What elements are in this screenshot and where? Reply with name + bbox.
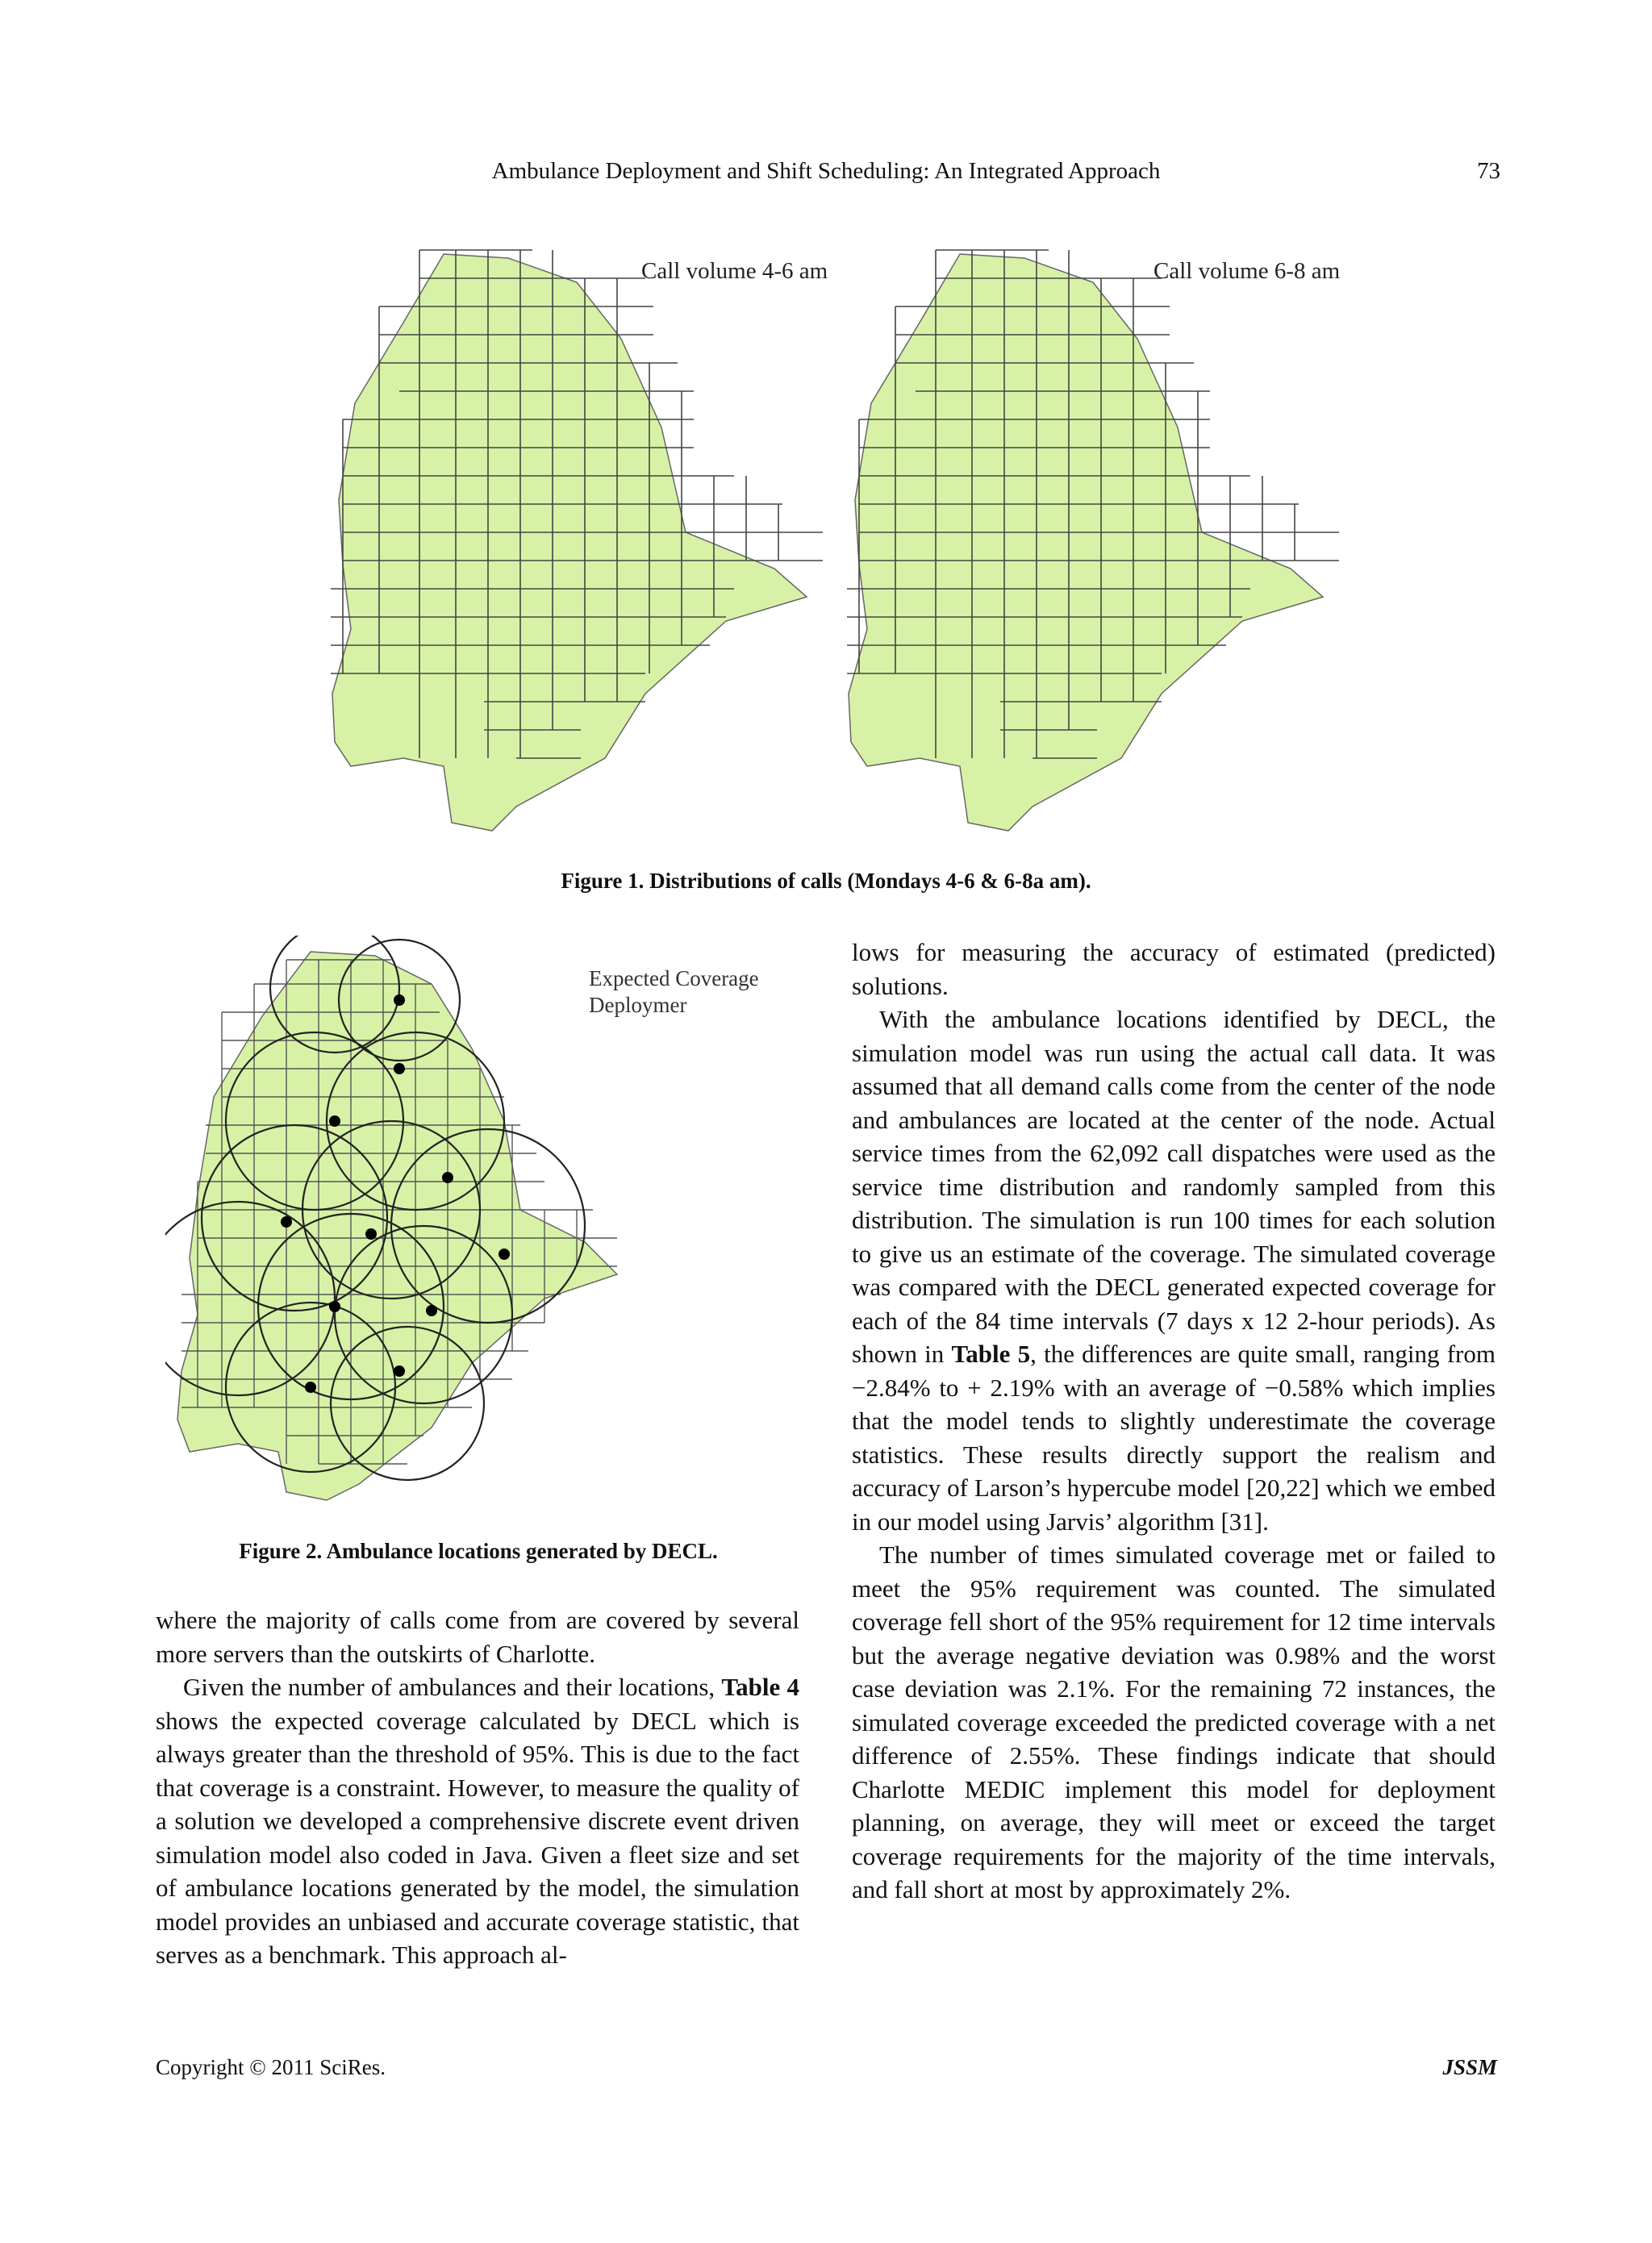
ambulance-marker [394,1063,405,1074]
figure-2-caption: Figure 2. Ambulance locations generated by DECL. [239,1539,718,1563]
ambulance-marker [329,1115,340,1127]
left-column [156,1603,799,1972]
copyright-footer: Copyright © 2011 SciRes. [156,2055,386,2079]
figure-1-panel-right [847,250,1341,831]
page-number: 73 [1477,158,1500,184]
right-column [852,936,1496,1907]
ambulance-marker [426,1305,437,1316]
figure-2-legend-line1: Expected Coverage [589,966,759,990]
ambulance-marker [365,1228,377,1240]
left-p2-rest: shows the expected coverage calculated by DECL which is always greater than the threshold of 95%. This is due to the fact that coverage is a constraint. However, to measure the quality of a solution we developed a comprehensive discrete event driven simulation model also coded in Java. Given a fleet size and set of ambulance locations generated by the model, the simulation model provides an unbiased and accurate coverage statistic, that serves as a benchmark. This approach al- [156,1706,799,1969]
left-paragraph-2 [156,1670,799,1972]
table-5-reference: Table 5 [951,1340,1031,1368]
right-paragraph-3: The number of times simulated coverage met or failed to meet the 95% requirement was counted. The simulated coverage fell short of the 95% requirement for 12 time intervals but the average negative deviation was 0.98% and the worst case deviation was 2.1%. For the remaining 72 instances, the simulated coverage exceeded the predicted coverage with a net difference of 2.55%. These findings indicate that should Charlotte MEDIC implement this model for deployment planning, on average, they will meet or exceed the target coverage requirements for the majority of the time intervals, and fall short at most by approximately 2%. [852,1540,1496,1903]
panel-title-left: Call volume 4-6 am [641,258,828,284]
right-p2-start: With the ambulance locations identified by DECL, the simulation model was run using the actual call data. It was assumed that all demand calls come from the center of the node and ambulances are located at the center of the node. Actual service times from the 62,092 call dispatches were used as the service time distribution and randomly sampled from this distribution. The simulation is run 100 times for each solution to give us an estimate of the coverage. The simulated coverage was compared with the DECL generated expected coverage for each of the 84 time intervals (7 days x 12 2-hour periods). As shown in [852,1005,1496,1368]
left-paragraph-1: where the majority of calls come from are covered by several more servers than the outskirts of Charlotte. [156,1606,799,1668]
figure-2-legend-line2: Deploymer [589,993,687,1017]
right-paragraph-2 [852,1003,1496,1538]
ambulance-marker [281,1216,292,1228]
left-p2-start: Given the number of ambulances and their locations, [183,1673,722,1701]
journal-footer: JSSM [1442,2055,1497,2079]
panel-title-right: Call volume 6-8 am [1153,258,1341,284]
right-p2-rest: , the differences are quite small, ranging from −2.84% to + 2.19% with an average of −0.58% which implies that the model tends to slightly underestimate the coverage statistics. These results directly support the realism and accuracy of Larson’s hypercube model [20,22] which we embed in our model using Jarvis’ algorithm [31]. [852,1340,1496,1536]
right-paragraph-1: lows for measuring the accuracy of estimated (predicted) solutions. [852,938,1496,1000]
county-shape-right [849,254,1323,831]
running-header: Ambulance Deployment and Shift Scheduling: An Integrated Approach [491,158,1161,184]
ambulance-marker [442,1172,453,1183]
figure-1-caption: Figure 1. Distributions of calls (Mondays 4-6 & 6-8a am). [561,869,1091,893]
ambulance-marker [499,1249,510,1260]
figure-1 [323,242,1347,855]
ambulance-marker [329,1301,340,1312]
figure-2 [165,936,811,1516]
county-shape-left [332,254,807,831]
figure-1-panel-left [331,250,828,831]
ambulance-marker [305,1382,316,1393]
ambulance-marker [394,1365,405,1377]
table-4-reference: Table 4 [721,1673,799,1701]
ambulance-marker [394,994,405,1006]
